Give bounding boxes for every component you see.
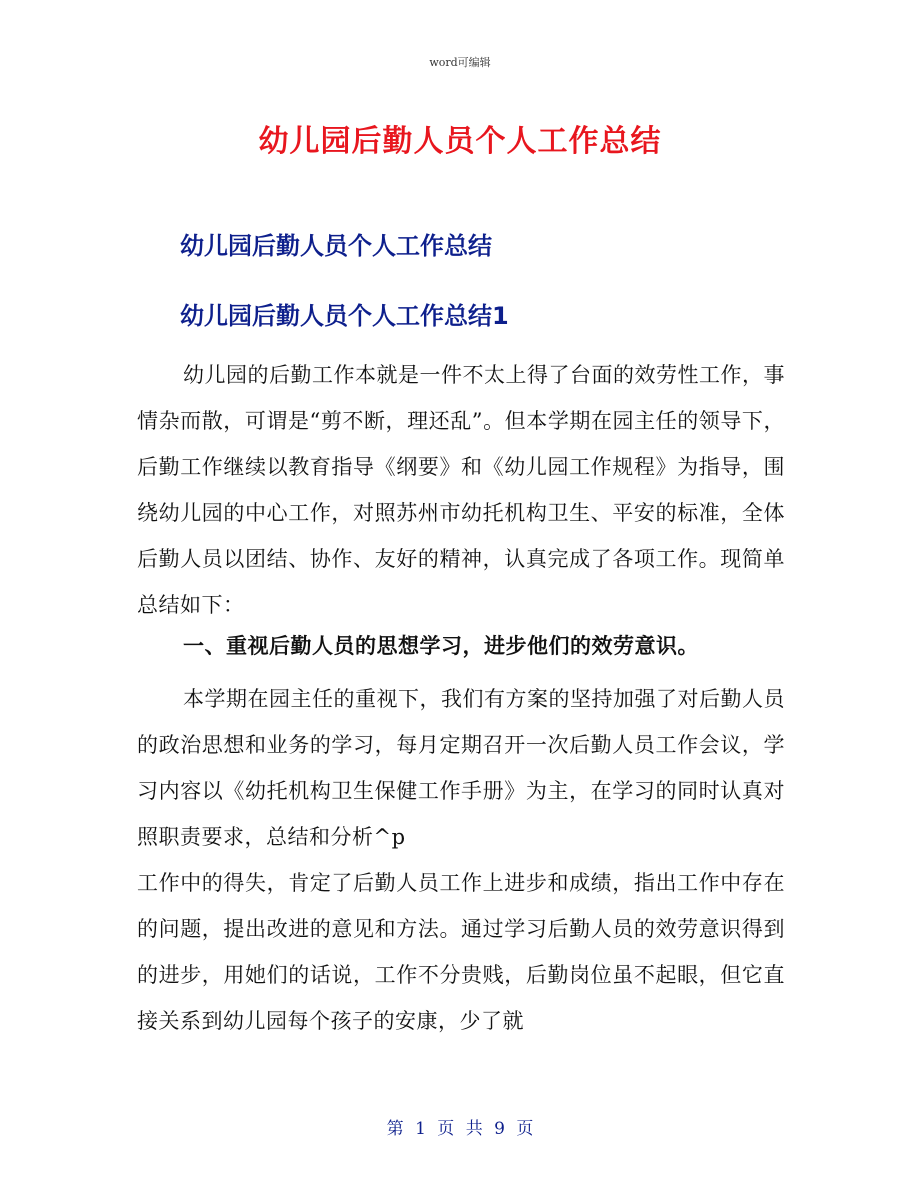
body-paragraph: 工作中的得失，肯定了后勤人员工作上进步和成绩，指出工作中存在的问题，提出改进的意见和方法。通过学习后勤人员的效劳意识得到的进步，用她们的话说，工作不分贵贱，后勤岗位虽不起眼，但它直接关系到幼儿园每个孩子的安康，少了就 — [137, 871, 785, 1033]
page-number-footer: 第 1 页 共 9 页 — [386, 1119, 534, 1139]
page-header: word可编辑 — [429, 56, 491, 69]
body-paragraph: 本学期在园主任的重视下，我们有方案的坚持加强了对后勤人员的政治思想和业务的学习，每月定期召开一次后勤人员工作会议，学习内容以《幼托机构卫生保健工作手册》为主，在学习的同时认真对照职责要求，总结和分析^p — [137, 687, 785, 849]
body-paragraph: 幼儿园的后勤工作本就是一件不太上得了台面的效劳性工作，事情杂而散，可谓是“剪不断，理还乱”。但本学期在园主任的领导下，后勤工作继续以教育指导《纲要》和《幼儿园工作规程》为指导，围绕幼儿园的中心工作，对照苏州市幼托机构卫生、平安的标准，全体后勤人员以团结、协作、友好的精神，认真完成了各项工作。现简单总结如下： — [137, 363, 785, 617]
section-heading: 一、重视后勤人员的思想学习，进步他们的效劳意识。 — [183, 633, 699, 658]
subheading: 幼儿园后勤人员个人工作总结 — [180, 232, 492, 260]
document-title: 幼儿园后勤人员个人工作总结 — [258, 124, 662, 159]
subheading-numbered: 幼儿园后勤人员个人工作总结1 — [180, 302, 509, 330]
